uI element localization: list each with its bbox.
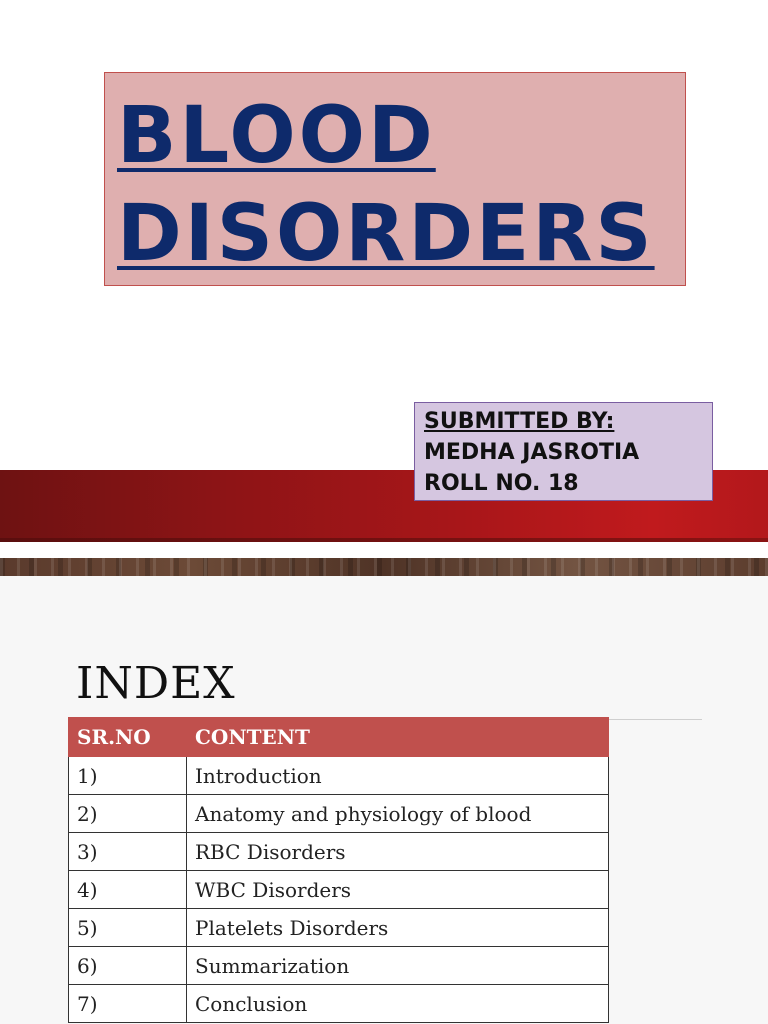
row-content: RBC Disorders [187,833,609,871]
table-row [69,833,609,871]
index-table [68,717,609,1023]
column-header-sr-no: SR.NO [69,718,187,757]
column-header-content: CONTENT [187,718,609,757]
row-content: Platelets Disorders [187,909,609,947]
row-sr-no: 3) [69,833,187,871]
row-sr-no: 2) [69,795,187,833]
roll-number: ROLL NO. 18 [424,471,579,496]
index-slide [0,576,768,1024]
row-content: Introduction [187,757,609,795]
row-sr-no: 5) [69,909,187,947]
table-row [69,757,609,795]
row-content: Conclusion [187,985,609,1023]
table-row [69,795,609,833]
table-row [69,985,609,1023]
row-sr-no: 7) [69,985,187,1023]
decorative-texture-strip [0,558,768,576]
row-sr-no: 4) [69,871,187,909]
table-row [69,871,609,909]
decorative-band-shadow [0,538,768,542]
submitter-name: MEDHA JASROTIA [424,440,640,465]
row-content: WBC Disorders [187,871,609,909]
row-content: Summarization [187,947,609,985]
title-divider [606,719,702,720]
row-sr-no: 6) [69,947,187,985]
submitted-by-heading: SUBMITTED BY: [424,409,615,434]
table-row [69,947,609,985]
index-title: INDEX [76,658,236,709]
slide-title-line-2: DISORDERS [117,189,655,279]
table-row [69,909,609,947]
row-sr-no: 1) [69,757,187,795]
title-box [104,72,686,286]
table-header-row [69,718,609,757]
submitted-by-box [414,402,713,501]
slide-title-line-1: BLOOD [117,91,436,181]
row-content: Anatomy and physiology of blood [187,795,609,833]
